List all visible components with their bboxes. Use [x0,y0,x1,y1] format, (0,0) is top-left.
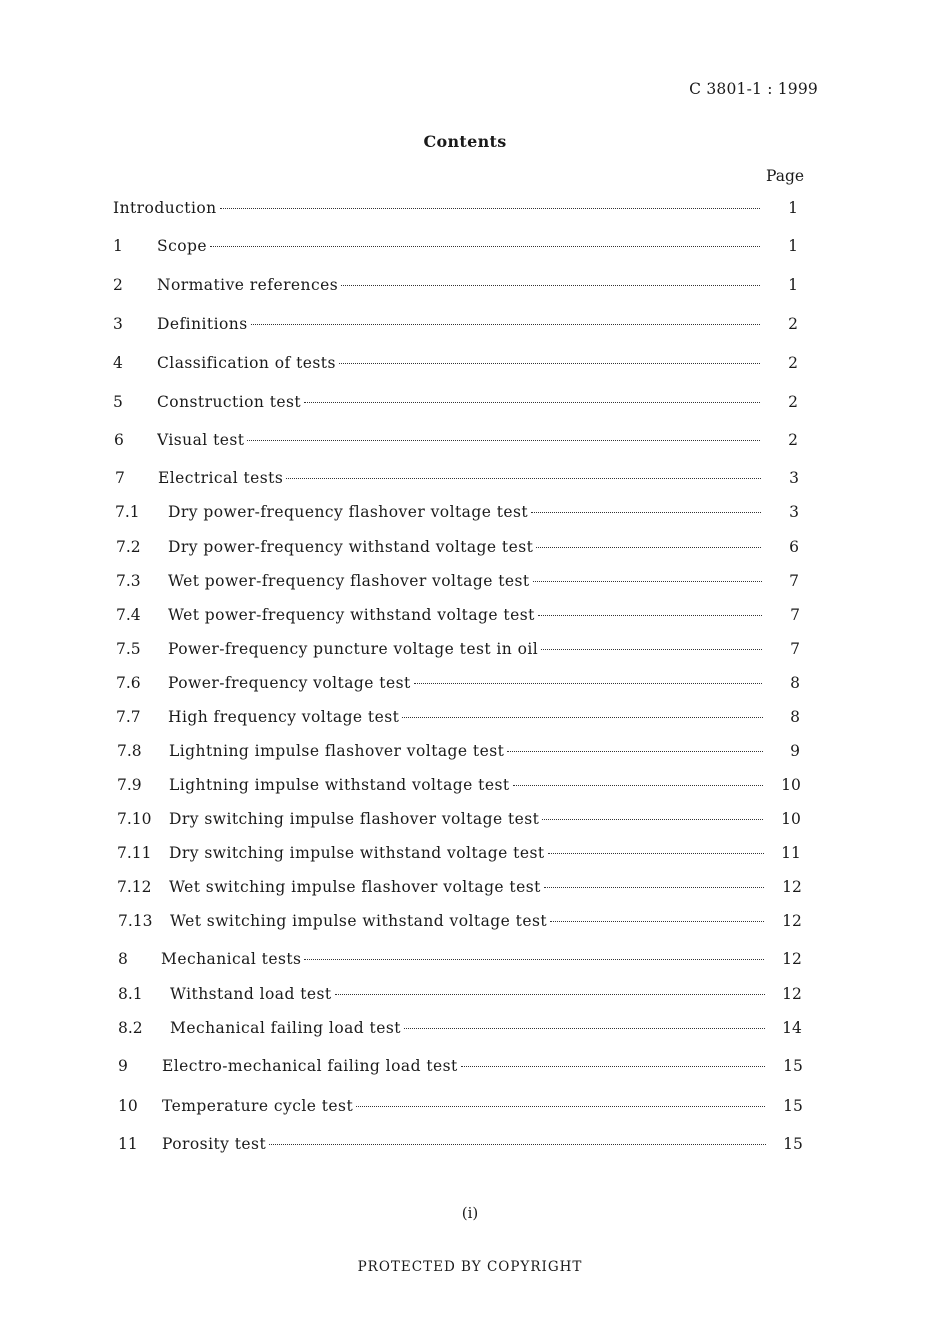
toc-entry-page: 2 [788,431,798,449]
toc-entry-page: 6 [789,538,799,556]
toc-entry-number: 11 [118,1135,138,1153]
toc-entry-leader [158,466,761,490]
toc-entry-leader [168,535,761,559]
toc-entry-number: 2 [113,276,123,294]
dot-leader [269,1144,766,1145]
toc-entry-title: Wet power-frequency flashover voltage test [168,572,530,590]
dot-leader [304,402,760,403]
toc-entry-title: Classification of tests [157,354,336,372]
toc-entry-number: 7.13 [118,912,153,930]
copyright-notice: PROTECTED BY COPYRIGHT [357,1259,583,1275]
toc-entry-number: 7.8 [117,742,142,760]
toc-entry [0,312,950,336]
toc-entry-page: 11 [781,844,801,862]
toc-entry-leader [170,982,765,1006]
toc-entry-page: 12 [782,985,802,1003]
toc-entry [0,569,950,593]
toc-entry-leader [168,603,762,627]
toc-entry-number: 8.2 [118,1019,143,1037]
toc-entry-page: 10 [781,776,801,794]
toc-entry-title: Mechanical tests [161,950,302,968]
toc-entry [0,705,950,729]
dot-leader [531,512,761,513]
toc-entry-page: 8 [790,674,800,692]
dot-leader [533,581,762,582]
toc-entry-number: 8 [118,950,128,968]
toc-entry-leader [157,351,760,375]
toc-entry-leader [157,273,760,297]
toc-entry-number: 7.7 [116,708,141,726]
toc-entry-title: Construction test [157,393,302,411]
toc-entry-leader [169,739,763,763]
toc-entry-page: 12 [782,950,802,968]
toc-entry-number: 7.3 [116,572,141,590]
toc-entry [0,671,950,695]
dot-leader [414,683,762,684]
dot-leader [541,649,762,650]
toc-entry-leader [157,234,760,258]
toc-entry [0,982,950,1006]
toc-entry-leader [168,500,761,524]
toc-entry-leader [168,569,762,593]
page-column-header: Page [766,167,805,185]
toc-entry-leader [170,1016,765,1040]
dot-leader [304,959,764,960]
toc-entry-page: 9 [790,742,800,760]
toc-entry-leader [157,390,760,414]
toc-entry-title: Electrical tests [158,469,284,487]
toc-entry-number: 7.9 [117,776,142,794]
toc-entry-page: 14 [782,1019,802,1037]
toc-entry-title: Mechanical failing load test [170,1019,401,1037]
dot-leader [286,478,761,479]
toc-entry-number: 7.12 [117,878,152,896]
toc-entry-leader [168,637,762,661]
toc-entry-number: 10 [118,1097,138,1115]
toc-entry [0,351,950,375]
dot-leader [402,717,763,718]
toc-entry [0,390,950,414]
toc-entry [0,1054,950,1078]
dot-leader [542,819,763,820]
toc-entry-number: 7.5 [116,640,141,658]
toc-entry-page: 8 [790,708,800,726]
toc-entry-number: 7.2 [116,538,141,556]
toc-entry [0,841,950,865]
toc-entry-number: 9 [118,1057,128,1075]
toc-entry-number: 7.1 [115,503,140,521]
dot-leader [538,615,762,616]
toc-entry [0,807,950,831]
toc-entry-leader [162,1054,765,1078]
toc-entry-leader [170,909,764,933]
toc-entry [0,947,950,971]
toc-entry [0,875,950,899]
toc-entry-title: Wet switching impulse flashover voltage test [169,878,541,896]
dot-leader [339,363,760,364]
toc-entry-leader [113,196,760,220]
toc-entry-title: High frequency voltage test [168,708,400,726]
toc-entry-title: Dry power-frequency withstand voltage test [168,538,534,556]
toc-entry-page: 3 [789,503,799,521]
toc-entry-page: 12 [782,912,802,930]
dot-leader [404,1028,765,1029]
toc-entry-title: Temperature cycle test [162,1097,354,1115]
toc-entry-page: 1 [788,199,798,217]
toc-entry [0,500,950,524]
toc-entry-page: 7 [790,640,800,658]
toc-entry-title: Lightning impulse withstand voltage test [169,776,510,794]
toc-entry-title: Dry switching impulse withstand voltage test [169,844,545,862]
toc-entry [0,1132,950,1156]
toc-entry [0,466,950,490]
toc-entry-title: Power-frequency voltage test [168,674,411,692]
dot-leader [210,246,760,247]
toc-entry-page: 2 [788,354,798,372]
toc-entry-title: Introduction [113,199,217,217]
toc-entry-leader [168,705,763,729]
toc-entry-leader [162,1094,765,1118]
toc-entry-page: 3 [789,469,799,487]
toc-entry [0,1094,950,1118]
toc-entry-title: Electro-mechanical failing load test [162,1057,458,1075]
toc-entry [0,637,950,661]
toc-entry-leader [169,773,763,797]
dot-leader [251,324,760,325]
toc-entry-page: 7 [789,572,799,590]
toc-entry-page: 10 [781,810,801,828]
toc-entry-leader [168,671,762,695]
toc-entry [0,773,950,797]
toc-entry-number: 7.4 [116,606,141,624]
toc-entry [0,739,950,763]
toc-entry-title: Lightning impulse flashover voltage test [169,742,505,760]
toc-entry-title: Visual test [157,431,245,449]
toc-entry-title: Power-frequency puncture voltage test in oil [168,640,539,658]
toc-entry-leader [169,841,764,865]
toc-entry [0,1016,950,1040]
dot-leader [220,208,760,209]
toc-entry-page: 15 [783,1097,803,1115]
dot-leader [550,921,764,922]
toc-entry [0,909,950,933]
dot-leader [548,853,764,854]
dot-leader [507,751,763,752]
toc-entry-number: 3 [113,315,123,333]
toc-entry-page: 7 [790,606,800,624]
toc-entry-title: Dry switching impulse flashover voltage test [169,810,540,828]
toc-entry [0,196,950,220]
toc-entry-title: Withstand load test [170,985,332,1003]
dot-leader [335,994,765,995]
toc-entry-title: Definitions [157,315,248,333]
page-number: (i) [461,1204,479,1222]
dot-leader [461,1066,765,1067]
toc-entry [0,535,950,559]
toc-entry-leader [162,1132,766,1156]
toc-entry-title: Wet power-frequency withstand voltage test [168,606,535,624]
dot-leader [247,440,760,441]
toc-entry-number: 7.10 [117,810,152,828]
document-id: C 3801-1 : 1999 [689,80,818,98]
toc-entry-title: Normative references [157,276,339,294]
toc-entry-page: 12 [782,878,802,896]
toc-entry-leader [157,312,760,336]
toc-entry-number: 1 [113,237,123,255]
toc-entry-number: 7 [115,469,125,487]
toc-entry-leader [157,428,760,452]
dot-leader [536,547,761,548]
toc-entry-leader [169,807,763,831]
toc-entry-number: 6 [114,431,124,449]
toc-entry-page: 15 [783,1135,803,1153]
toc-entry-page: 1 [788,237,798,255]
dot-leader [341,285,760,286]
toc-entry-number: 4 [113,354,123,372]
toc-entry-title: Dry power-frequency flashover voltage test [168,503,529,521]
toc-entry-leader [161,947,764,971]
toc-entry-number: 8.1 [118,985,143,1003]
dot-leader [356,1106,765,1107]
dot-leader [513,785,763,786]
toc-entry-page: 2 [788,393,798,411]
toc-entry-leader [169,875,764,899]
dot-leader [544,887,764,888]
toc-entry [0,234,950,258]
toc-entry-number: 7.11 [117,844,152,862]
contents-title: Contents [423,132,507,151]
toc-entry-number: 7.6 [116,674,141,692]
toc-entry-page: 1 [788,276,798,294]
toc-entry-page: 2 [788,315,798,333]
toc-entry [0,428,950,452]
toc-entry [0,273,950,297]
toc-entry-title: Porosity test [162,1135,267,1153]
toc-entry [0,603,950,627]
toc-entry-number: 5 [113,393,123,411]
toc-entry-title: Wet switching impulse withstand voltage test [170,912,548,930]
toc-entry-title: Scope [157,237,207,255]
toc-entry-page: 15 [783,1057,803,1075]
